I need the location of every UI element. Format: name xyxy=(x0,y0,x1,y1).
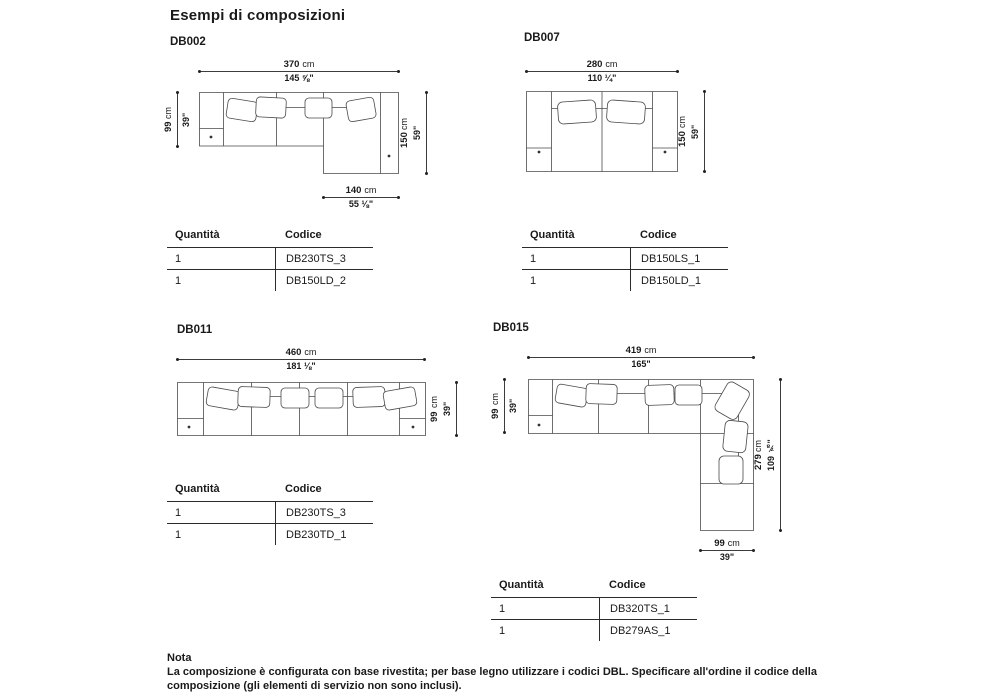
dimension-cm-label xyxy=(700,538,754,549)
dimension-inch-value: 59" xyxy=(690,124,700,139)
sofa-top-view-diagram-db015 xyxy=(528,379,754,531)
back-cushion xyxy=(345,97,376,123)
dimension-cm-label xyxy=(429,382,440,436)
table-row xyxy=(522,269,728,291)
table-header-row xyxy=(167,226,373,248)
dimension-line xyxy=(177,359,425,360)
dimension-cm-unit: cm xyxy=(727,538,740,548)
dimension-inch-value: 145 ⅝" xyxy=(284,73,314,83)
marker-dot xyxy=(188,426,191,429)
dimension-cm-value: 460 xyxy=(285,347,302,358)
dimension-cm-value: 150 xyxy=(677,131,688,147)
parts-table-db002 xyxy=(167,226,373,291)
db011-dimension-right xyxy=(428,382,459,436)
back-cushion xyxy=(719,456,743,484)
code-cell: DB279AS_1 xyxy=(599,620,697,641)
quantity-cell: 1 xyxy=(175,506,182,519)
code-header: Codice xyxy=(640,229,677,241)
dimension-cm-value: 140 xyxy=(345,185,362,196)
sofa-top-view-diagram-db002 xyxy=(199,92,399,174)
quantity-header: Quantità xyxy=(499,579,544,591)
note-body: La composizione è configurata con base rivestita; per base legno utilizzare i codici DBL. Specificare all'ordine il codice della composizione (gli elementi di servizio non sono inclusi). xyxy=(167,666,817,692)
marker-dot xyxy=(538,151,541,154)
dimension-cm-value: 150 xyxy=(399,132,410,149)
dimension-inch-value: 55 ⅛" xyxy=(348,199,374,209)
page-title: Esempi di composizioni xyxy=(170,7,346,24)
dimension-line xyxy=(323,197,399,198)
quantity-header: Quantità xyxy=(175,483,220,495)
code-cell: DB230TD_1 xyxy=(275,524,373,545)
composition-id-db002: DB002 xyxy=(170,36,206,48)
back-cushion xyxy=(675,385,702,405)
dimension-cm-unit: cm xyxy=(399,117,409,130)
parts-table-db015 xyxy=(491,576,697,641)
quantity-cell: 1 xyxy=(530,252,537,265)
dimension-line xyxy=(704,91,705,172)
dimension-cm-label xyxy=(323,185,399,196)
quantity-header: Quantità xyxy=(175,229,220,241)
back-cushion xyxy=(238,386,271,407)
note-section xyxy=(167,651,859,693)
dimension-cm-value: 419 xyxy=(625,345,642,356)
code-cell: DB230TS_3 xyxy=(275,248,373,269)
dimension-inch-label xyxy=(700,552,754,563)
back-cushion xyxy=(226,98,259,122)
db007-dimension-right xyxy=(676,91,707,172)
quantity-cell: 1 xyxy=(530,274,537,287)
marker-dot xyxy=(210,136,213,139)
dimension-inch-label xyxy=(412,92,423,174)
composition-id-db011: DB011 xyxy=(177,324,213,336)
dimension-cm-label xyxy=(199,59,399,70)
sofa-section-lines xyxy=(527,92,678,172)
back-cushion xyxy=(606,100,645,125)
note-heading: Nota xyxy=(167,652,192,664)
back-cushion xyxy=(315,388,343,408)
back-cushion xyxy=(255,97,286,119)
back-cushion xyxy=(722,420,748,453)
parts-table-db007 xyxy=(522,226,728,291)
table-row xyxy=(167,269,373,291)
code-header: Codice xyxy=(285,229,322,241)
quantity-cell: 1 xyxy=(175,528,182,541)
dimension-inch-label xyxy=(766,379,777,531)
quantity-header: Quantità xyxy=(530,229,575,241)
marker-dot xyxy=(412,426,415,429)
dimension-inch-value: 109 ⅞" xyxy=(766,439,776,471)
dimension-cm-unit: cm xyxy=(605,59,618,69)
table-header-row xyxy=(491,576,697,598)
dimension-line xyxy=(177,92,178,147)
code-cell: DB230TS_3 xyxy=(275,502,373,523)
dimension-inch-label xyxy=(442,382,453,436)
dimension-cm-unit: cm xyxy=(753,439,763,452)
back-cushion xyxy=(281,388,309,408)
back-cushion xyxy=(557,100,596,125)
dimension-inch-value: 39" xyxy=(442,401,452,417)
back-cushion xyxy=(353,386,386,407)
sofa-top-view-diagram-db011 xyxy=(177,382,426,436)
dimension-cm-label xyxy=(528,345,754,356)
back-cushion xyxy=(383,386,418,410)
dimension-inch-value: 181 ⅛" xyxy=(286,361,316,371)
dimension-line xyxy=(780,379,781,531)
back-cushion xyxy=(713,380,751,421)
dimension-inch-value: 39" xyxy=(508,398,518,414)
composition-id-db007: DB007 xyxy=(524,32,560,44)
table-row xyxy=(491,598,697,619)
code-header: Codice xyxy=(609,579,646,591)
dimension-cm-label xyxy=(490,379,501,433)
dimension-inch-label xyxy=(181,92,192,147)
dimension-inch-label xyxy=(323,199,399,210)
db007-dimension-top xyxy=(526,58,678,85)
dimension-inch-label xyxy=(199,73,399,84)
db002-dimension-bottom xyxy=(323,184,399,211)
db002-dimension-left xyxy=(162,92,193,147)
table-row xyxy=(491,619,697,641)
dimension-line xyxy=(700,550,754,551)
table-row xyxy=(167,502,373,523)
code-cell: DB150LS_1 xyxy=(630,248,728,269)
dimension-cm-unit: cm xyxy=(163,106,173,119)
table-row xyxy=(167,248,373,269)
quantity-cell: 1 xyxy=(175,252,182,265)
table-row xyxy=(522,248,728,269)
table-header-row xyxy=(522,226,728,248)
dimension-line xyxy=(456,382,457,436)
db015-dimension-right xyxy=(752,379,783,531)
code-cell: DB150LD_1 xyxy=(630,270,728,291)
dimension-line xyxy=(528,357,754,358)
dimension-cm-value: 99 xyxy=(429,411,440,422)
back-cushion xyxy=(645,384,675,405)
db015-dimension-bottom xyxy=(700,537,754,564)
dimension-cm-unit: cm xyxy=(677,116,687,129)
dimension-inch-label xyxy=(526,73,678,84)
dimension-inch-value: 39" xyxy=(181,112,191,127)
dimension-cm-label xyxy=(526,59,678,70)
dimension-cm-unit: cm xyxy=(364,185,377,195)
back-cushion xyxy=(555,384,589,408)
dimension-cm-label xyxy=(399,92,410,174)
dimension-inch-value: 110 ¼" xyxy=(587,73,617,83)
dimension-inch-label xyxy=(177,361,425,372)
marker-dot xyxy=(664,151,667,154)
code-cell: DB320TS_1 xyxy=(599,598,697,619)
marker-dot xyxy=(538,424,541,427)
marker-dot xyxy=(388,155,391,158)
dimension-inch-label xyxy=(508,379,519,433)
dimension-inch-label xyxy=(690,91,701,172)
quantity-cell: 1 xyxy=(175,274,182,287)
db011-dimension-top xyxy=(177,346,425,373)
back-cushion xyxy=(305,98,332,118)
dimension-cm-value: 99 xyxy=(163,121,174,133)
back-cushion xyxy=(586,383,618,404)
dimension-cm-label xyxy=(753,379,764,531)
dimension-cm-value: 279 xyxy=(753,454,764,471)
dimension-cm-unit: cm xyxy=(490,393,500,406)
dimension-cm-label xyxy=(177,347,425,358)
table-header-row xyxy=(167,480,373,502)
quantity-cell: 1 xyxy=(499,602,506,615)
db015-dimension-left xyxy=(489,379,520,433)
code-cell: DB150LD_2 xyxy=(275,270,373,291)
db002-dimension-right xyxy=(398,92,429,174)
dimension-cm-unit: cm xyxy=(644,345,657,355)
db002-dimension-top xyxy=(199,58,399,85)
dimension-cm-value: 99 xyxy=(714,538,725,549)
dimension-cm-unit: cm xyxy=(429,396,439,409)
dimension-cm-unit: cm xyxy=(304,347,317,357)
dimension-inch-value: 59" xyxy=(412,125,422,141)
dimension-line xyxy=(426,92,427,174)
composition-id-db015: DB015 xyxy=(493,322,529,334)
back-cushion xyxy=(206,386,241,410)
sofa-top-view-diagram-db007 xyxy=(526,91,678,172)
dimension-cm-value: 370 xyxy=(283,59,300,70)
quantity-cell: 1 xyxy=(499,624,506,637)
dimension-inch-value: 39" xyxy=(719,552,735,562)
dimension-inch-value: 165" xyxy=(631,359,651,369)
dimension-cm-label xyxy=(677,91,688,172)
dimension-cm-label xyxy=(163,92,174,147)
parts-table-db011 xyxy=(167,480,373,545)
dimension-cm-value: 99 xyxy=(490,408,501,419)
code-header: Codice xyxy=(285,483,322,495)
dimension-line xyxy=(199,71,399,72)
dimension-cm-unit: cm xyxy=(302,59,315,69)
dimension-line xyxy=(526,71,678,72)
table-row xyxy=(167,523,373,545)
dimension-inch-label xyxy=(528,359,754,370)
dimension-line xyxy=(504,379,505,433)
dimension-cm-value: 280 xyxy=(586,59,603,70)
db015-dimension-top xyxy=(528,344,754,371)
